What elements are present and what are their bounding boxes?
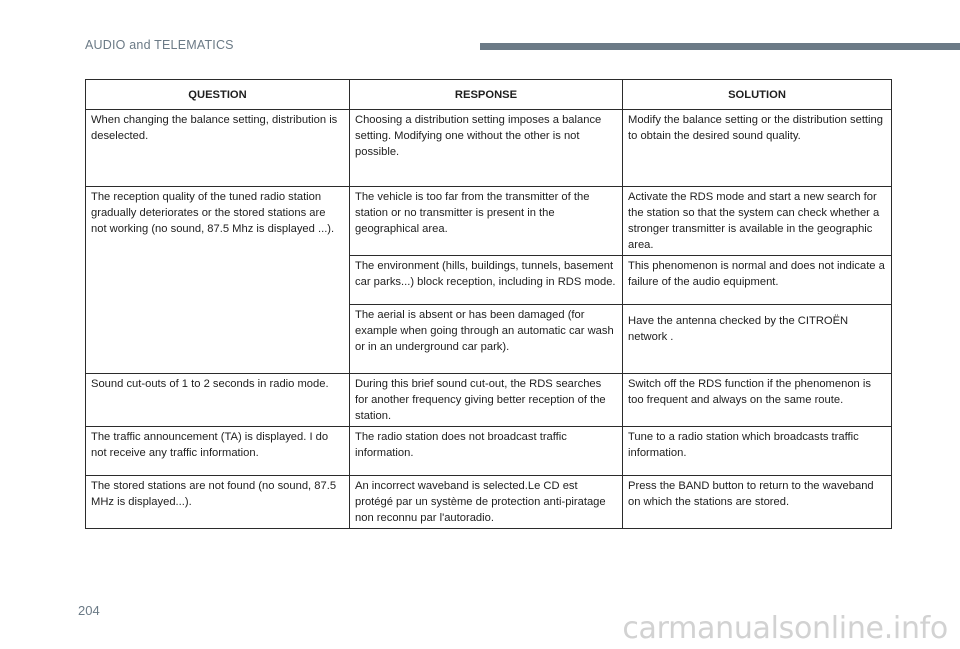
solution-cell: This phenomenon is normal and does not indicate a failure of the audio equipment. — [623, 256, 892, 305]
response-cell: The vehicle is too far from the transmitter of the station or no transmitter is present in the geographical area. — [350, 187, 623, 256]
question-cell: Sound cut-outs of 1 to 2 seconds in radio mode. — [86, 374, 350, 427]
solution-cell: Switch off the RDS function if the phenomenon is too frequent and always on the same route. — [623, 374, 892, 427]
column-header-solution: SOLUTION — [623, 80, 892, 110]
solution-cell: Activate the RDS mode and start a new search for the station so that the system can check whether a stronger transmitter is available in the geographic area. — [623, 187, 892, 256]
section-title: AUDIO and TELEMATICS — [85, 38, 234, 52]
response-cell: The aerial is absent or has been damaged (for example when going through an automatic car wash or in an underground car park). — [350, 305, 623, 374]
table-row — [86, 374, 892, 427]
solution-cell: Have the antenna checked by the CITROËN network . — [623, 305, 892, 374]
header-rule — [480, 43, 960, 50]
solution-cell: Tune to a radio station which broadcasts traffic information. — [623, 427, 892, 476]
column-header-response: RESPONSE — [350, 80, 623, 110]
solution-cell: Modify the balance setting or the distribution setting to obtain the desired sound quality. — [623, 110, 892, 187]
watermark: carmanualsonline.info — [622, 611, 948, 646]
table-row — [86, 110, 892, 187]
question-cell: The traffic announcement (TA) is displayed. I do not receive any traffic information. — [86, 427, 350, 476]
table-row — [86, 427, 892, 476]
column-header-question: QUESTION — [86, 80, 350, 110]
question-cell: The stored stations are not found (no sound, 87.5 MHz is displayed...). — [86, 476, 350, 529]
response-cell: The environment (hills, buildings, tunnels, basement car parks...) block reception, including in RDS mode. — [350, 256, 623, 305]
faq-table — [85, 79, 892, 529]
question-cell: The reception quality of the tuned radio station gradually deteriorates or the stored stations are not working (no sound, 87.5 Mhz is displayed ...). — [86, 187, 350, 374]
response-cell: The radio station does not broadcast traffic information. — [350, 427, 623, 476]
question-cell: When changing the balance setting, distribution is deselected. — [86, 110, 350, 187]
solution-cell: Press the BAND button to return to the waveband on which the stations are stored. — [623, 476, 892, 529]
response-cell: During this brief sound cut-out, the RDS searches for another frequency giving better reception of the station. — [350, 374, 623, 427]
response-cell: Choosing a distribution setting imposes a balance setting. Modifying one without the other is not possible. — [350, 110, 623, 187]
table-row — [86, 476, 892, 529]
table-header-row — [86, 80, 892, 110]
table-row — [86, 187, 892, 256]
page-number: 204 — [78, 603, 100, 618]
response-cell: An incorrect waveband is selected.Le CD est protégé par un système de protection anti-piratage non reconnu par l'autoradio. — [350, 476, 623, 529]
